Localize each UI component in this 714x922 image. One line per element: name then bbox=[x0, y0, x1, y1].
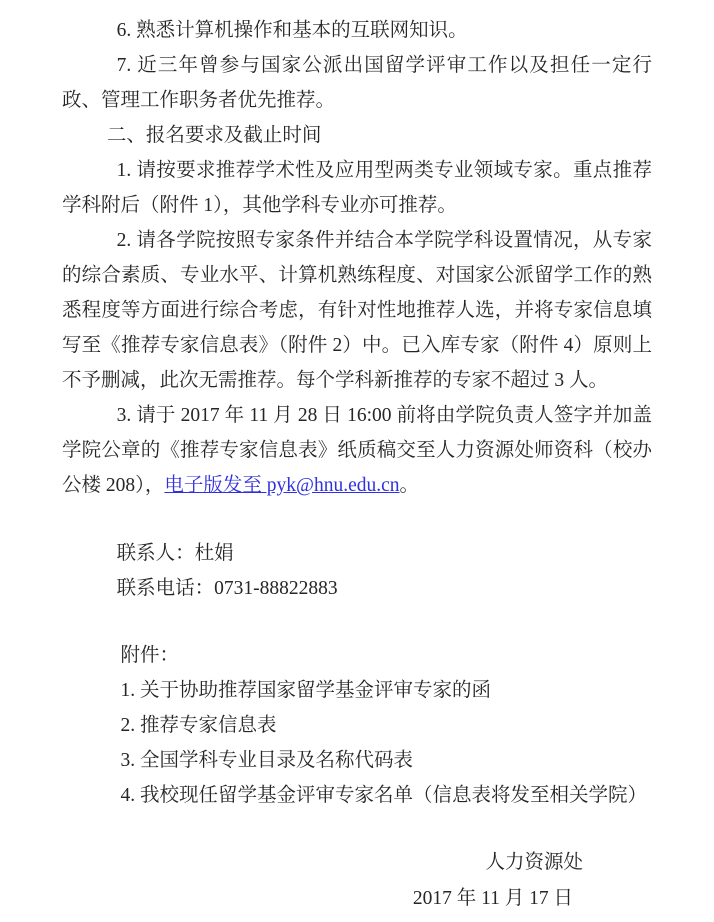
attachments-heading: 附件： bbox=[120, 645, 180, 666]
deadline-text-end: 。 bbox=[399, 475, 420, 496]
attachment-item: 2. 推荐专家信息表 bbox=[120, 715, 277, 736]
contact-block bbox=[62, 536, 652, 606]
signature-org: 人力资源处 bbox=[485, 852, 583, 873]
contact-phone: 联系电话：0731-88822883 bbox=[116, 578, 338, 599]
attachment-item: 3. 全国学科专业目录及名称代码表 bbox=[120, 750, 414, 771]
attachments-block bbox=[62, 638, 652, 813]
paragraph-requirement-3 bbox=[62, 398, 652, 503]
email-link[interactable]: 电子版发至 pyk@hnu.edu.cn bbox=[164, 475, 400, 496]
attachment-item: 4. 我校现任留学基金评审专家名单（信息表将发至相关学院） bbox=[120, 785, 648, 806]
deadline-text: 3. 请于 2017 年 11 月 28 日 16:00 前将由学院负责人签字并加盖学院公章的《推荐专家信息表》纸质稿交至人力资源处师资科（校办公楼 208）， bbox=[62, 405, 652, 496]
signature-block bbox=[62, 845, 652, 917]
paragraph-item-6: 6. 熟悉计算机操作和基本的互联网知识。 bbox=[116, 20, 468, 41]
contact-person: 联系人：杜娟 bbox=[116, 543, 234, 564]
section-heading-2: 二、报名要求及截止时间 bbox=[106, 125, 322, 146]
attachment-item: 1. 关于协助推荐国家留学基金评审专家的函 bbox=[120, 680, 492, 701]
signature-date: 2017 年 11 月 17 日 bbox=[412, 888, 573, 909]
paragraph-requirement-1: 1. 请按要求推荐学术性及应用型两类专业领域专家。重点推荐学科附后（附件 1），其他学科专业亦可推荐。 bbox=[62, 160, 652, 216]
paragraph-item-7: 7. 近三年曾参与国家公派出国留学评审工作以及担任一定行政、管理工作职务者优先推荐。 bbox=[62, 55, 652, 111]
paragraph-requirement-2: 2. 请各学院按照专家条件并结合本学院学科设置情况，从专家的综合素质、专业水平、计算机熟练程度、对国家公派留学工作的熟悉程度等方面进行综合考虑，有针对性地推荐人选，并将专家信息填写至《推荐专家信息表》（附件 2）中。已入库专家（附件 4）原则上不予删减，此次无需推荐。每个学科新推荐的专家不超过 3 人。 bbox=[62, 230, 652, 391]
